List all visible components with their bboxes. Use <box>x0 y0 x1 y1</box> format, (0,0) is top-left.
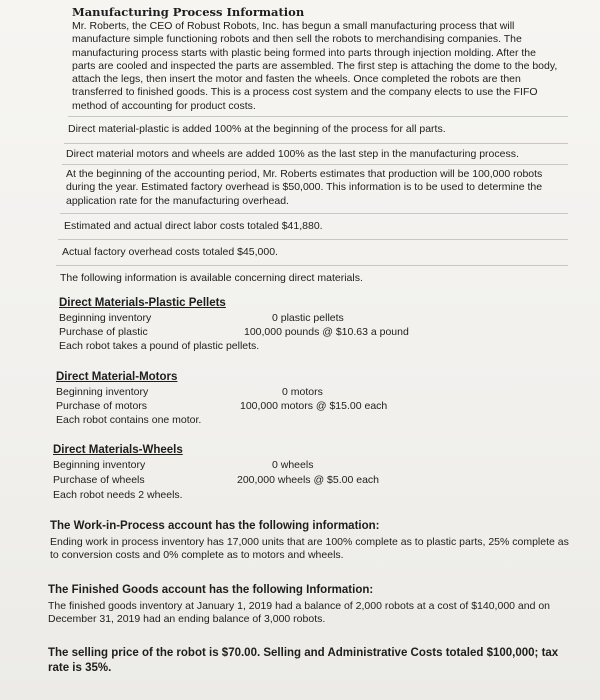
finished-goods-text: The finished goods inventory at January 1, 2019 had a balance of 2,000 robots at a cost of $140,000 and on December 31, 2019 had an ending balance of 3,000 robots. <box>48 600 551 626</box>
overhead-costs-line: Actual factory overhead costs totaled $45,000. <box>62 246 278 258</box>
motors-purchase-label: Purchase of motors <box>56 400 148 412</box>
selling-price-text: The selling price of the robot is $70.00. Selling and Administrative Costs totaled $100,000; tax rate is 35%. <box>48 647 559 674</box>
finished-goods-heading: The Finished Goods account has the following Information: <box>48 584 374 596</box>
accounting-period-paragraph: At the beginning of the accounting period, Mr. Roberts estimates that production will be 100,000 robots during the year. Estimated factory overhead is $50,000. This information is to be used to determine the application rate for the manufacturing overhead. <box>66 168 543 207</box>
motors-heading: Direct Material-Motors <box>56 371 178 383</box>
divider <box>62 164 568 165</box>
plastic-purchase-value: 100,000 pounds @ $10.63 a pound <box>244 326 409 338</box>
divider <box>64 143 568 144</box>
motors-beginning-value: 0 motors <box>282 386 323 398</box>
motors-beginning-label: Beginning inventory <box>56 386 149 398</box>
wheels-purchase-value: 200,000 wheels @ $5.00 each <box>237 474 380 486</box>
wip-text: Ending work in process inventory has 17,000 units that are 100% complete as to plastic parts, 25% complete as to conversion costs and 0% complete as to motors and wheels. <box>50 536 569 562</box>
materials-intro-line: The following information is available concerning direct materials. <box>60 272 363 284</box>
wip-heading: The Work-in-Process account has the following information: <box>50 520 380 532</box>
plastic-purchase-label: Purchase of plastic <box>59 326 148 338</box>
plastic-beginning-label: Beginning inventory <box>59 312 152 324</box>
plastic-note: Each robot takes a pound of plastic pellets. <box>59 340 260 352</box>
motors-note: Each robot contains one motor. <box>56 414 202 426</box>
wheels-beginning-label: Beginning inventory <box>53 459 146 471</box>
wheels-purchase-label: Purchase of wheels <box>53 474 145 486</box>
divider <box>58 239 568 240</box>
plastic-heading: Direct Materials-Plastic Pellets <box>59 297 226 309</box>
divider <box>68 116 568 117</box>
wheels-note: Each robot needs 2 wheels. <box>53 489 183 501</box>
plastic-beginning-value: 0 plastic pellets <box>272 312 344 324</box>
page-title: Manufacturing Process Information <box>72 5 305 19</box>
wheels-heading: Direct Materials-Wheels <box>53 444 183 456</box>
plastic-added-line: Direct material-plastic is added 100% at the beginning of the process for all parts. <box>68 123 446 135</box>
divider <box>56 265 568 266</box>
labor-costs-line: Estimated and actual direct labor costs totaled $41,880. <box>64 220 323 232</box>
motors-wheels-added-line: Direct material motors and wheels are added 100% as the last step in the manufacturing process. <box>66 148 519 160</box>
intro-paragraph: Mr. Roberts, the CEO of Robust Robots, Inc. has begun a small manufacturing process that will manufacture simple functioning robots and then sell the robots to merchandising companies. The manufacturing process starts with plastic being formed into parts through injection molding. After the parts are cooled and inspected the parts are assembled. The first step is attaching the dome to the body, attach the legs, then insert the motor and fasten the wheels. Once completed the robots are then transferred to finished goods. This is a process cost system and the company elects to use the FIFO method of accounting for product costs. <box>72 20 558 112</box>
motors-purchase-value: 100,000 motors @ $15.00 each <box>240 400 388 412</box>
wheels-beginning-value: 0 wheels <box>272 459 314 471</box>
divider <box>60 213 568 214</box>
